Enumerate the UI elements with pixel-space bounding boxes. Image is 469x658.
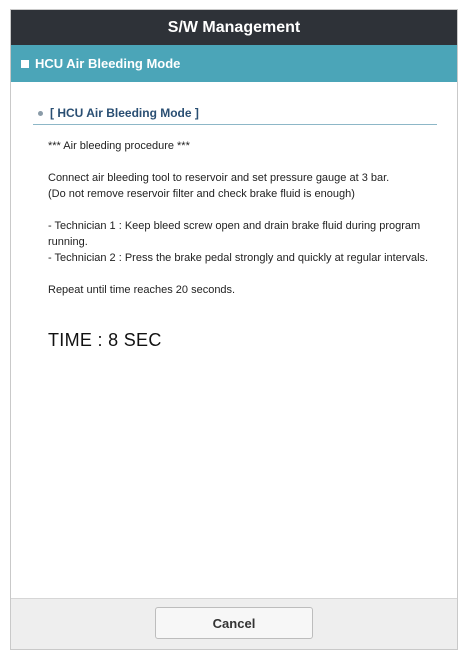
procedure-title: *** Air bleeding procedure *** — [48, 140, 190, 152]
technician-1-instruction: - Technician 1 : Keep bleed screw open and drain brake fluid during program — [48, 220, 421, 232]
sw-management-window — [10, 9, 458, 650]
repeat-instruction: Repeat until time reaches 20 seconds. — [48, 284, 236, 296]
window-title: S/W Management — [167, 18, 301, 36]
window-titlebar — [11, 10, 457, 45]
instruction-line-2: (Do not remove reservoir filter and check brake fluid is enough) — [48, 188, 355, 200]
mode-bar-label: HCU Air Bleeding Mode — [35, 56, 181, 71]
dialog-footer — [11, 598, 457, 649]
bullet-dot-icon — [38, 111, 43, 116]
cancel-button[interactable]: Cancel — [155, 607, 313, 639]
section-heading-label: [ HCU Air Bleeding Mode ] — [50, 106, 199, 120]
instruction-line-1: Connect air bleeding tool to reservoir and set pressure gauge at 3 bar. — [48, 172, 390, 184]
technician-2-instruction: - Technician 2 : Press the brake pedal strongly and quickly at regular intervals. — [48, 252, 429, 264]
technician-1-instruction-cont: running. — [48, 236, 88, 248]
section-heading — [33, 102, 437, 125]
instructions-panel — [48, 138, 443, 298]
timer-readout: TIME : 8 SEC — [48, 330, 162, 350]
square-bullet-icon — [21, 60, 29, 68]
mode-bar — [11, 45, 457, 82]
